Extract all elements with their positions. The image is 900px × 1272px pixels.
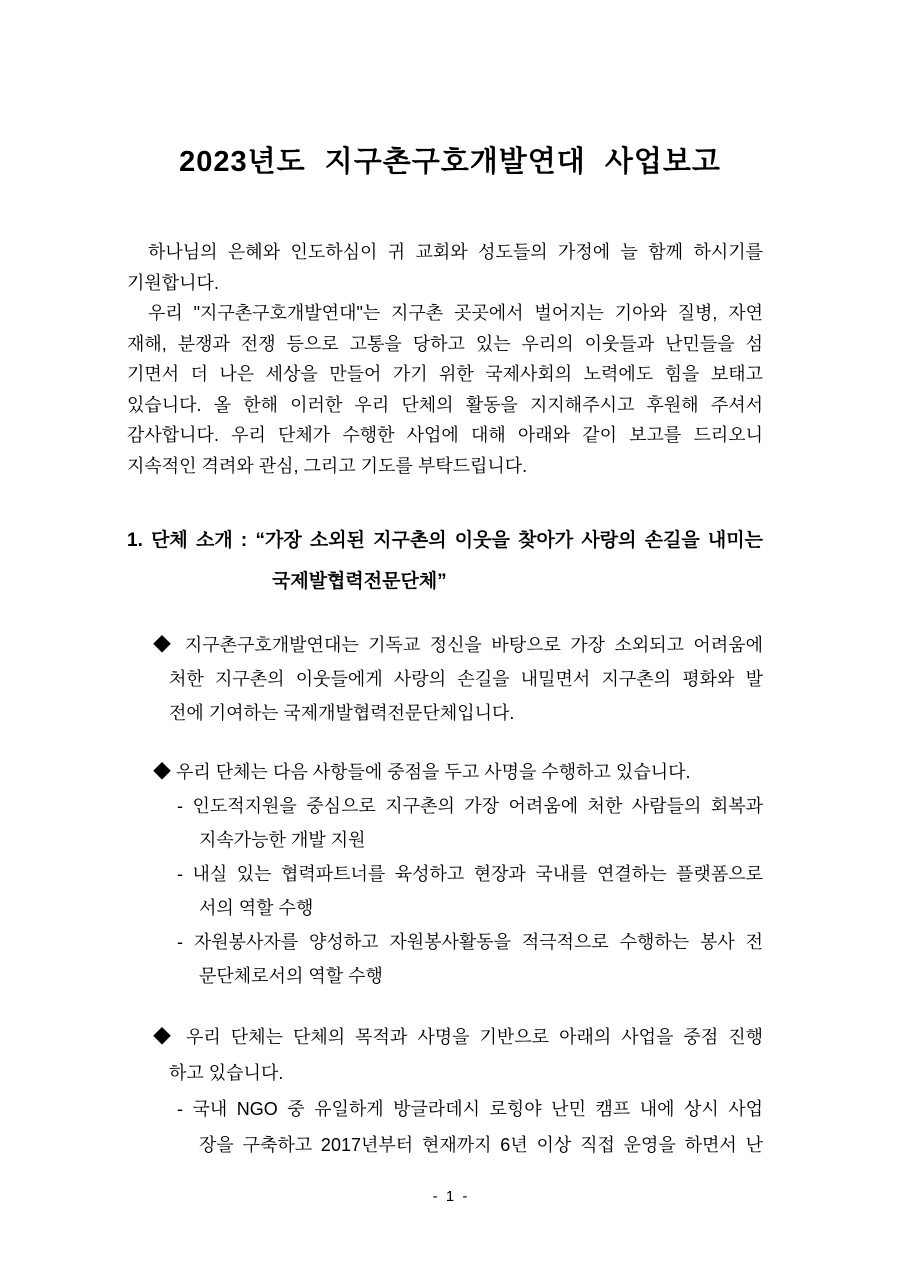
paragraph-line: 우리 "지구촌구호개발연대"는 지구촌 곳곳에서 벌어지는 기아와 질병, 자연 [148,303,763,323]
sub-item-line: - 인도적지원을 중심으로 지구촌의 가장 어려움에 처한 사람들의 회복과 [177,796,763,816]
bullet-line: ◆ 우리 단체는 다음 사항들에 중점을 두고 사명을 수행하고 있습니다. [153,762,691,782]
bullet-item-3 [127,1019,763,1163]
sub-item-line: 지속가능한 개발 지원 [199,830,366,850]
page-title: 2023년도 지구촌구호개발연대 사업보고 [179,146,721,178]
sub-item-line: - 자원봉사자를 양성하고 자원봉사활동을 적극적으로 수행하는 봉사 전 [177,932,763,952]
bullet-line: ◆ 지구촌구호개발연대는 기독교 정신을 바탕으로 가장 소외되고 어려움에 [153,635,763,655]
bullet-line: 하고 있습니다. [169,1063,284,1083]
paragraph-line: 재해, 분쟁과 전쟁 등으로 고통을 당하고 있는 우리의 이웃들과 난민들을 섬 [127,333,763,354]
section-heading-line: 1. 단체 소개 : “가장 소외된 지구촌의 이웃을 찾아가 사랑의 손길을 내미는 [127,530,763,551]
sub-item-line: - 국내 NGO 중 유일하게 방글라데시 로힝야 난민 캠프 내에 상시 사업 [177,1099,763,1119]
bullet-line: ◆ 우리 단체는 단체의 목적과 사명을 기반으로 아래의 사업을 중점 진행 [153,1027,763,1047]
intro-paragraph [127,237,763,481]
sub-item-line: 장을 구축하고 2017년부터 현재까지 6년 이상 직접 운영을 하면서 난 [199,1135,763,1155]
paragraph-line: 지속적인 격려와 관심, 그리고 기도를 부탁드립니다. [127,455,528,476]
section-heading-line: 국제발협력전문단체” [272,571,447,592]
section1-heading [127,520,763,602]
paragraph-line: 하나님의 은혜와 인도하심이 귀 교회와 성도들의 가정에 늘 함께 하시기를 [148,242,763,262]
sub-item-line: 서의 역할 수행 [199,898,314,918]
sub-item-line: 문단체로서의 역할 수행 [199,966,383,986]
bullet-line: 전에 기여하는 국제개발협력전문단체입니다. [169,703,515,723]
sub-item-line: - 내실 있는 협력파트너를 육성하고 현장과 국내를 연결하는 플랫폼으로 [177,864,763,884]
paragraph-line: 기면서 더 나은 세상을 만들어 가기 위한 국제사회의 노력에도 힘을 보태고 [127,364,763,384]
bullet-item-1 [127,628,763,730]
bullet-item-2 [127,755,763,993]
paragraph-line: 감사합니다. 우리 단체가 수행한 사업에 대해 아래와 같이 보고를 드리오니 [127,425,763,445]
bullet-line: 처한 지구촌의 이웃들에게 사랑의 손길을 내밀면서 지구촌의 평화와 발 [169,669,763,689]
paragraph-line: 있습니다. 올 한해 이러한 우리 단체의 활동을 지지해주시고 후원해 주셔서 [127,394,763,415]
page-number: - 1 - [432,1188,468,1205]
paragraph-line: 기원합니다. [127,272,219,293]
